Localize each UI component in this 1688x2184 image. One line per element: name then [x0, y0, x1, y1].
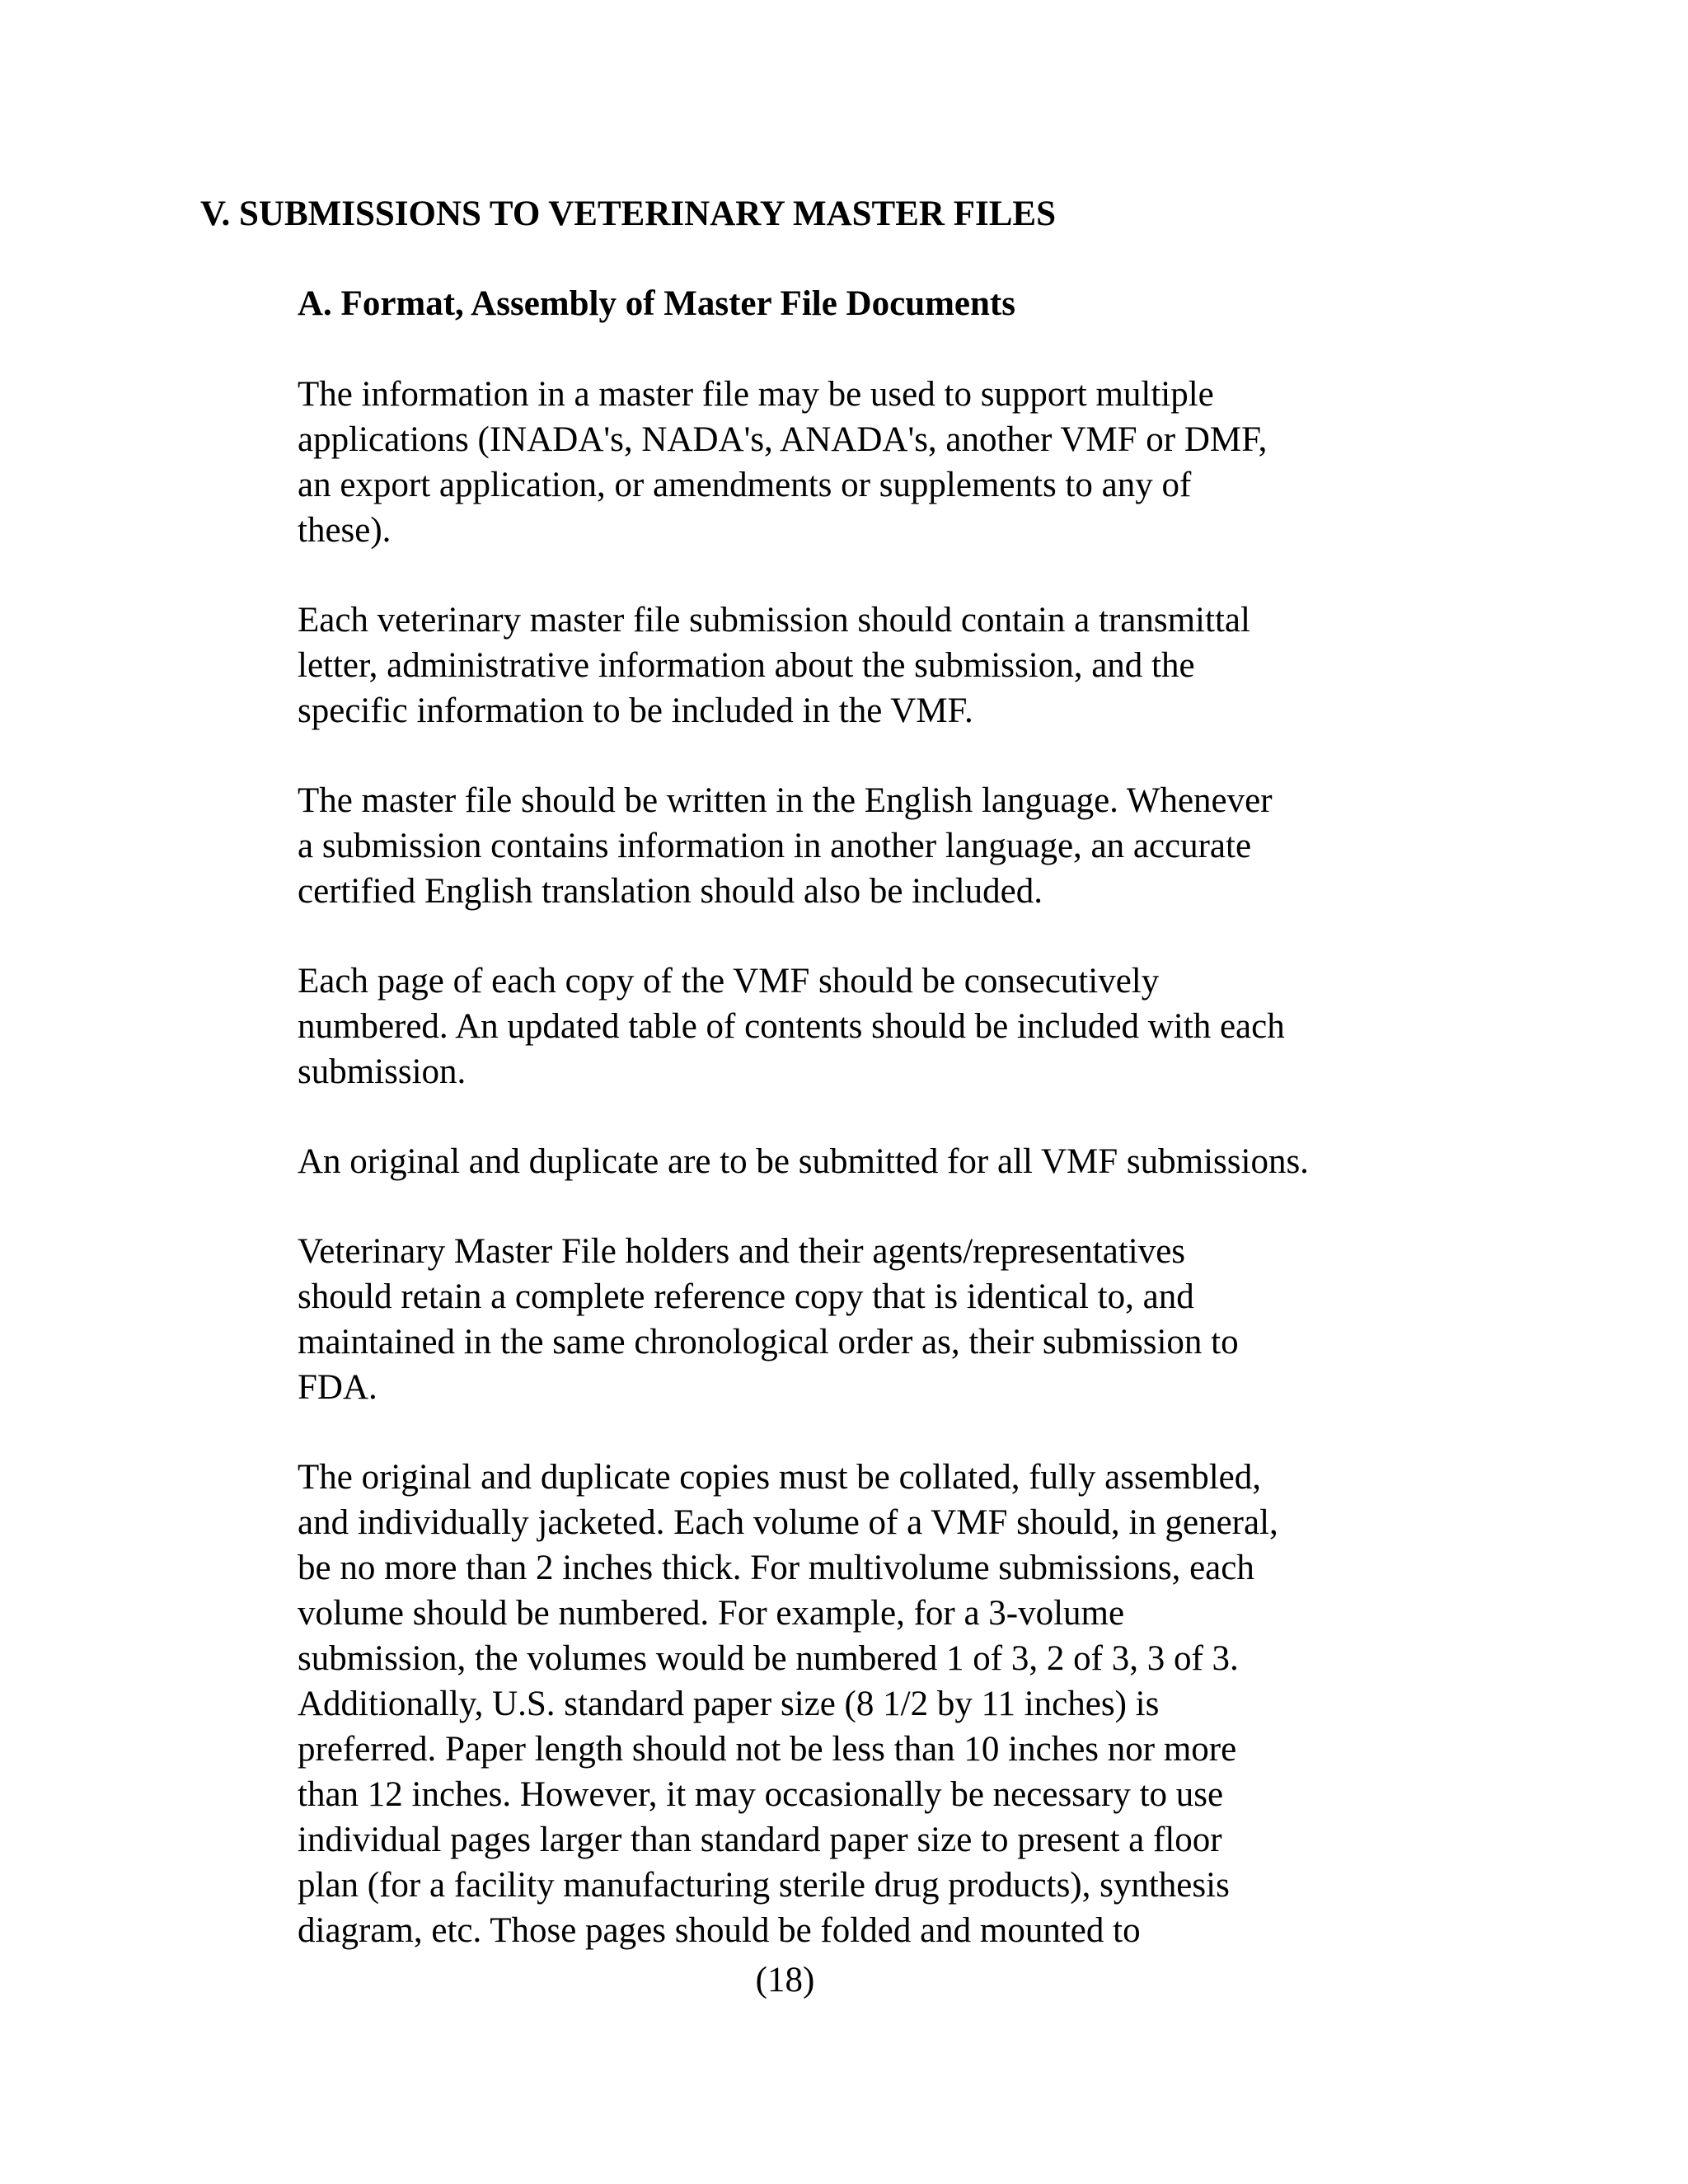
paragraph-line: The information in a master file may be used to support multiple: [298, 375, 1214, 414]
paragraph-line: specific information to be included in the VMF.: [298, 691, 973, 730]
body-paragraph: [298, 778, 1468, 914]
page-number: (18): [755, 1961, 815, 1999]
subsection-title: A. Format, Assembly of Master File Documents: [298, 284, 1015, 323]
paragraph-list: [298, 372, 1468, 1953]
paragraph-line: diagram, etc. Those pages should be folded and mounted to: [298, 1911, 1141, 1950]
paragraph-line: submission.: [298, 1052, 467, 1091]
paragraph-line: letter, administrative information about the submission, and the: [298, 646, 1195, 685]
paragraph-line: be no more than 2 inches thick. For multivolume submissions, each: [298, 1549, 1254, 1587]
section-body: [298, 281, 1468, 1998]
paragraph-line: Each page of each copy of the VMF should be consecutively: [298, 962, 1160, 1001]
paragraph-line: applications (INADA's, NADA's, ANADA's, another VMF or DMF,: [298, 420, 1268, 459]
paragraph-line: an export application, or amendments or supplements to any of: [298, 466, 1192, 504]
paragraph-line: plan (for a facility manufacturing sterile drug products), synthesis: [298, 1866, 1230, 1905]
section-title: V. SUBMISSIONS TO VETERINARY MASTER FILES: [200, 194, 1056, 233]
paragraph-line: Additionally, U.S. standard paper size (8 1/2 by 11 inches) is: [298, 1685, 1160, 1723]
paragraph-line: a submission contains information in another language, an accurate: [298, 827, 1252, 865]
body-paragraph: [298, 372, 1468, 553]
body-paragraph: [298, 1229, 1468, 1410]
paragraph-line: individual pages larger than standard paper size to present a floor: [298, 1821, 1222, 1859]
paragraph-line: these).: [298, 511, 392, 550]
paragraph-line: preferred. Paper length should not be less than 10 inches nor more: [298, 1730, 1237, 1769]
body-paragraph: [298, 958, 1468, 1094]
paragraph-line: certified English translation should also be included.: [298, 872, 1043, 911]
paragraph-line: An original and duplicate are to be submitted for all VMF submissions.: [298, 1142, 1309, 1181]
paragraph-line: submission, the volumes would be numbered 1 of 3, 2 of 3, 3 of 3.: [298, 1639, 1239, 1678]
paragraph-line: should retain a complete reference copy that is identical to, and: [298, 1277, 1194, 1316]
body-paragraph: [298, 598, 1468, 733]
paragraph-line: Veterinary Master File holders and their agents/representatives: [298, 1232, 1186, 1271]
paragraph-line: and individually jacketed. Each volume of a VMF should, in general,: [298, 1503, 1278, 1542]
paragraph-line: numbered. An updated table of contents should be included with each: [298, 1007, 1285, 1046]
paragraph-line: FDA.: [298, 1368, 377, 1407]
body-paragraph: [298, 1455, 1468, 1953]
paragraph-line: than 12 inches. However, it may occasionally be necessary to use: [298, 1775, 1224, 1814]
paragraph-line: volume should be numbered. For example, for a 3-volume: [298, 1594, 1125, 1633]
paragraph-line: maintained in the same chronological order as, their submission to: [298, 1323, 1239, 1361]
paragraph-line: Each veterinary master file submission should contain a transmittal: [298, 601, 1250, 640]
paragraph-line: The master file should be written in the English language. Whenever: [298, 781, 1273, 820]
paragraph-line: The original and duplicate copies must be collated, fully assembled,: [298, 1458, 1262, 1497]
body-paragraph: [298, 1139, 1468, 1184]
